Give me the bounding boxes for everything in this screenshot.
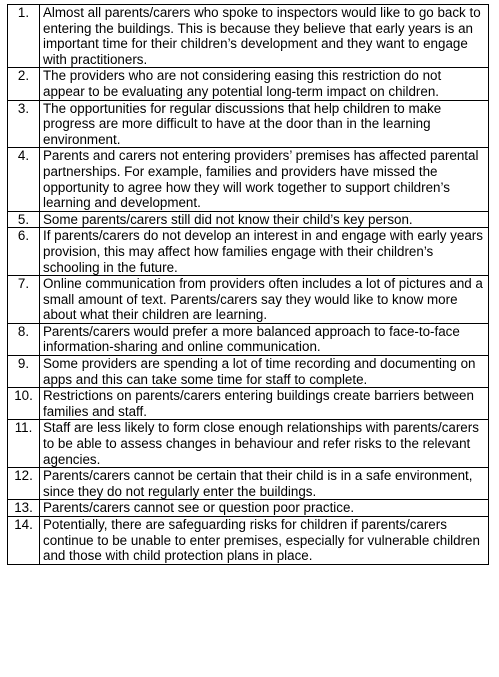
table-row [8,228,489,276]
row-text: Restrictions on parents/carers entering buildings create barriers between families and staff. [40,388,489,420]
table-row [8,388,489,420]
row-text: The opportunities for regular discussions that help children to make progress are more difficult to have at the door than in the learning environment. [40,100,489,148]
row-text: Potentially, there are safeguarding risks for children if parents/carers continue to be unable to enter premises, especially for vulnerable children and those with child protection plans in place. [40,517,489,565]
table-row [8,100,489,148]
row-text: Some parents/carers still did not know their child’s key person. [40,211,489,228]
row-number: 14. [8,517,40,565]
table-row [8,148,489,211]
row-text: Some providers are spending a lot of time recording and documenting on apps and this can take some time for staff to complete. [40,356,489,388]
table-row [8,211,489,228]
row-number: 1. [8,5,40,68]
table-row [8,276,489,324]
row-number: 12. [8,468,40,500]
row-text: Almost all parents/carers who spoke to inspectors would like to go back to entering the buildings. This is because they believe that early years is an important time for their children’s development and they want to engage with practitioners. [40,5,489,68]
row-text: Online communication from providers often includes a lot of pictures and a small amount of text. Parents/carers say they would like to know more about what their children are learning. [40,276,489,324]
row-text: Parents/carers would prefer a more balanced approach to face-to-face information-sharing and online communication. [40,323,489,355]
table-row [8,517,489,565]
findings-table [7,4,489,565]
row-text: Staff are less likely to form close enough relationships with parents/carers to be able to assess changes in behaviour and refer risks to the relevant agencies. [40,420,489,468]
row-number: 7. [8,276,40,324]
row-number: 11. [8,420,40,468]
row-number: 2. [8,68,40,100]
table-row [8,420,489,468]
row-number: 4. [8,148,40,211]
table-row [8,468,489,500]
row-text: The providers who are not considering easing this restriction do not appear to be evaluating any potential long-term impact on children. [40,68,489,100]
row-number: 10. [8,388,40,420]
table-row [8,323,489,355]
row-number: 8. [8,323,40,355]
row-number: 9. [8,356,40,388]
table-row [8,500,489,517]
row-number: 3. [8,100,40,148]
row-text: Parents and carers not entering providers’ premises has affected parental partnerships. For example, families and providers have missed the opportunity to agree how they will work together to support children’s learning and development. [40,148,489,211]
table-row [8,356,489,388]
findings-table-body [8,5,489,565]
row-text: Parents/carers cannot be certain that their child is in a safe environment, since they do not regularly enter the buildings. [40,468,489,500]
row-number: 13. [8,500,40,517]
row-text: Parents/carers cannot see or question poor practice. [40,500,489,517]
row-number: 5. [8,211,40,228]
row-number: 6. [8,228,40,276]
table-row [8,5,489,68]
table-row [8,68,489,100]
row-text: If parents/carers do not develop an interest in and engage with early years provision, this may affect how families engage with their children’s schooling in the future. [40,228,489,276]
